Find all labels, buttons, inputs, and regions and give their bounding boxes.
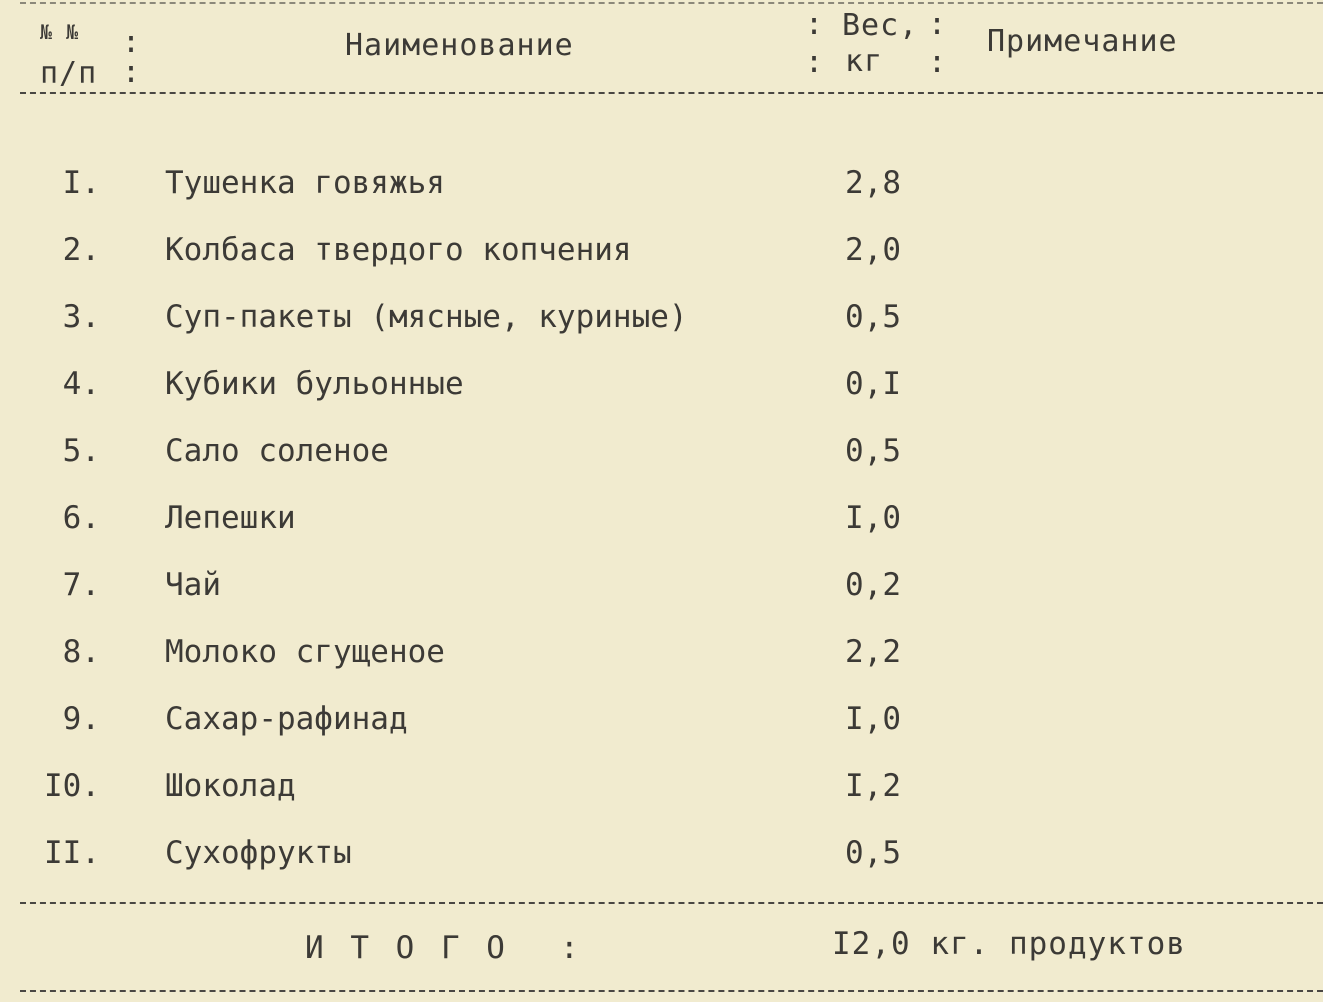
total-top-divider <box>20 902 1323 904</box>
row-name: Молоко сгущеное <box>165 634 445 670</box>
total-bottom-divider <box>20 990 1323 992</box>
table-row <box>0 565 1323 605</box>
row-weight: 2,2 <box>845 634 901 670</box>
table-row <box>0 297 1323 337</box>
header-separator: : <box>805 45 824 80</box>
total-value: I2,0 кг. продуктов <box>832 926 1186 962</box>
top-border <box>20 2 1323 4</box>
row-name: Сухофрукты <box>165 835 352 871</box>
row-weight: 2,0 <box>845 232 901 268</box>
row-weight: 0,2 <box>845 567 901 603</box>
row-number: 9. <box>62 701 100 737</box>
row-weight: 2,8 <box>845 165 901 201</box>
table-row <box>0 766 1323 806</box>
header-separator: : <box>928 7 947 42</box>
row-weight: I,2 <box>845 768 901 804</box>
table-row <box>0 699 1323 739</box>
header-num-top: № № <box>40 20 80 44</box>
table-row <box>0 230 1323 270</box>
row-name: Кубики бульонные <box>165 366 464 402</box>
row-number: 4. <box>62 366 100 402</box>
row-weight: I,0 <box>845 701 901 737</box>
header-name: Наименование <box>345 28 574 63</box>
row-weight: I,0 <box>845 500 901 536</box>
row-number: 8. <box>62 634 100 670</box>
row-number: II. <box>44 835 100 871</box>
row-name: Колбаса твердого копчения <box>165 232 632 268</box>
row-weight: 0,I <box>845 366 901 402</box>
table-row <box>0 632 1323 672</box>
header-note: Примечание <box>987 24 1178 59</box>
table-row <box>0 431 1323 471</box>
row-number: 3. <box>62 299 100 335</box>
table-row <box>0 498 1323 538</box>
row-number: 5. <box>62 433 100 469</box>
header-divider <box>20 92 1323 94</box>
row-weight: 0,5 <box>845 835 901 871</box>
row-weight: 0,5 <box>845 299 901 335</box>
row-number: 2. <box>62 232 100 268</box>
row-number: I. <box>62 165 100 201</box>
header-separator: : <box>805 7 824 42</box>
row-number: 7. <box>62 567 100 603</box>
header-separator: : <box>928 45 947 80</box>
header-separator: : <box>122 25 141 60</box>
table-row <box>0 364 1323 404</box>
row-number: I0. <box>44 768 100 804</box>
table-row <box>0 163 1323 203</box>
table-row <box>0 833 1323 873</box>
row-name: Сало соленое <box>165 433 389 469</box>
row-name: Суп-пакеты (мясные, куриные) <box>165 299 688 335</box>
header-separator: : <box>122 55 141 90</box>
total-label: И Т О Г О <box>305 930 509 966</box>
total-colon: : <box>560 930 580 966</box>
row-name: Тушенка говяжья <box>165 165 445 201</box>
row-number: 6. <box>62 500 100 536</box>
row-name: Шоколад <box>165 768 296 804</box>
row-name: Лепешки <box>165 500 296 536</box>
header-num-bottom: п/п <box>40 56 98 91</box>
header-weight-top: Вес, <box>842 8 919 43</box>
row-weight: 0,5 <box>845 433 901 469</box>
row-name: Сахар-рафинад <box>165 701 408 737</box>
row-name: Чай <box>165 567 221 603</box>
header-weight-bottom: кг <box>845 44 884 79</box>
